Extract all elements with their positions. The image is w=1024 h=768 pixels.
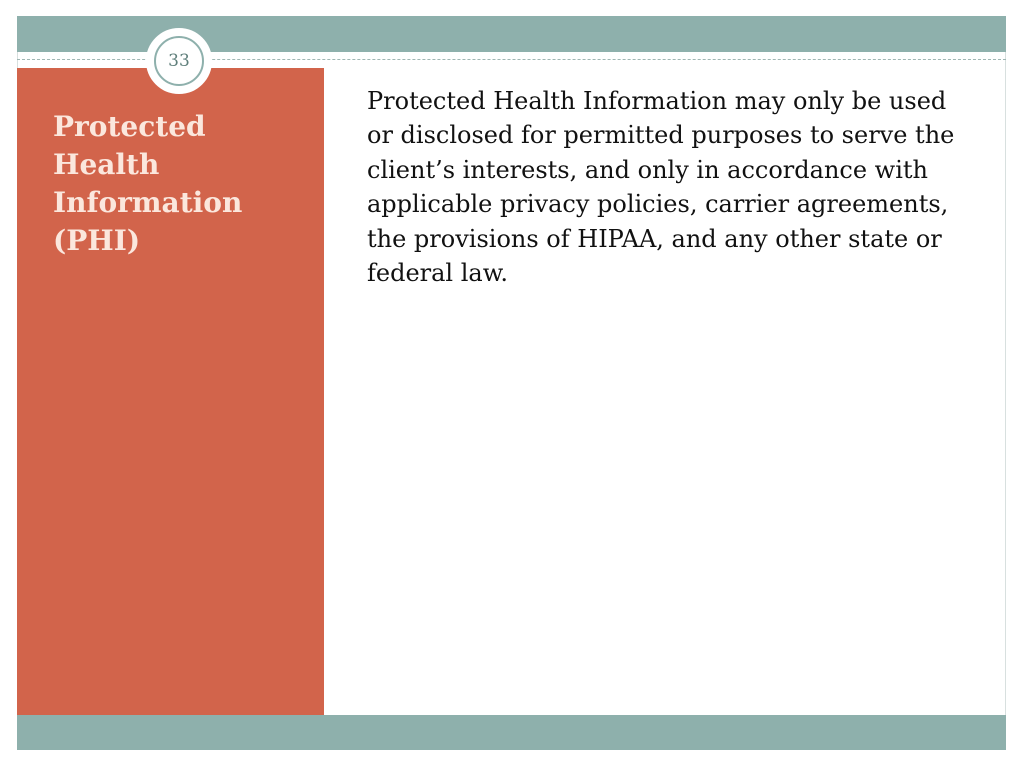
body-line: Protected Health Information may only be used: [367, 87, 947, 115]
body-line: federal law.: [367, 259, 509, 288]
body-line: applicable privacy policies, carrier agreements,: [367, 190, 949, 219]
title-line: (PHI): [53, 224, 141, 257]
body-line: or disclosed for permitted purposes to serve the: [367, 121, 955, 150]
body-line: client’s interests, and only in accordance with: [367, 155, 928, 184]
page-number-badge: [146, 28, 212, 94]
title-line: Protected: [53, 110, 206, 143]
body-paragraph: [367, 84, 979, 290]
title-line: Information: [53, 186, 243, 219]
bottom-accent-band: [17, 715, 1006, 750]
title-line: Health: [53, 148, 160, 181]
body-line: the provisions of HIPAA, and any other state or: [367, 224, 942, 253]
page-number: 33: [154, 36, 204, 86]
slide-title: [53, 108, 313, 260]
